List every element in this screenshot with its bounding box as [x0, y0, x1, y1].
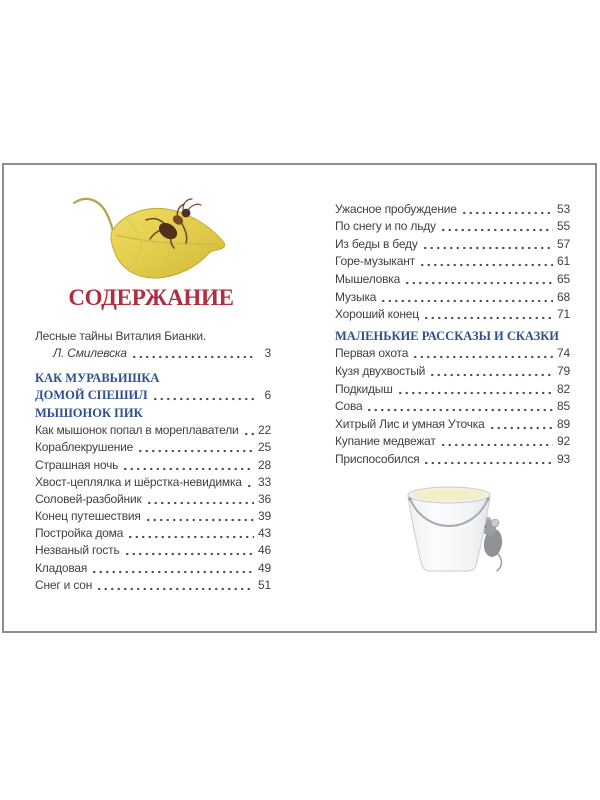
- dot-leader: [91, 564, 254, 576]
- toc-entry-page: 33: [258, 474, 271, 489]
- toc-entry: [335, 199, 570, 217]
- toc-entry-page: 3: [264, 346, 271, 361]
- toc-entry-page: 6: [264, 387, 271, 402]
- toc-entry: [35, 524, 271, 541]
- dot-leader: [152, 391, 254, 403]
- mouse-tail: [497, 553, 502, 571]
- toc-entry-page: 68: [557, 289, 570, 304]
- toc-entry-title: Незваный гость: [35, 543, 120, 558]
- dot-leader: [423, 455, 553, 467]
- toc-entry-title: Хороший конец: [335, 307, 419, 322]
- dot-leader: [397, 385, 553, 397]
- dot-leader: [380, 293, 553, 305]
- toc-entry: [335, 361, 570, 379]
- toc-entry-title: Мышеловка: [335, 271, 401, 286]
- toc-entry: [35, 344, 271, 361]
- toc-entry-title: Как мышонок попал в мореплаватели: [35, 423, 239, 438]
- toc-entry-title: Первая охота: [335, 346, 409, 361]
- bucket-interior: [413, 489, 485, 501]
- toc-entry-page: 43: [258, 526, 271, 541]
- toc-entry: [335, 397, 570, 415]
- toc-entry-page: 51: [258, 577, 271, 592]
- dot-leader: [137, 443, 254, 455]
- toc-entry-page: 28: [258, 457, 271, 472]
- toc-entry: [35, 438, 271, 455]
- toc-entry: [35, 455, 271, 472]
- toc-entry-page: 55: [557, 219, 570, 234]
- toc-entry-page: 49: [258, 560, 271, 575]
- toc-entry-title: Постройка дома: [35, 526, 124, 541]
- toc-entry: [335, 252, 570, 270]
- book-page-frame: [2, 163, 597, 633]
- toc-entry: [335, 379, 570, 397]
- toc-section-heading-line1: КАК МУРАВЬИШКА: [35, 370, 160, 385]
- toc-entry-page: 93: [557, 451, 570, 466]
- toc-entry: [35, 473, 271, 490]
- toc-entry: [35, 327, 271, 344]
- toc-entry-page: 89: [557, 416, 570, 431]
- toc-entry-title: Хитрый Лис и умная Уточка: [335, 416, 485, 431]
- toc-entry-page: 22: [258, 423, 271, 438]
- dot-leader: [423, 310, 553, 322]
- toc-entry: [335, 287, 570, 305]
- toc-section-heading: [35, 368, 271, 385]
- dot-leader: [243, 426, 254, 438]
- toc-entry: [35, 576, 271, 593]
- toc-intro-block: [35, 327, 271, 361]
- toc-entry: [335, 305, 570, 323]
- leaf-with-ant-illustration: [70, 193, 234, 289]
- contents-title: СОДЕРЖАНИЕ: [68, 285, 234, 310]
- dot-leader: [127, 529, 254, 541]
- toc-entry-title: Страшная ночь: [35, 457, 119, 472]
- toc-entry-title: Кораблекрушение: [35, 440, 134, 455]
- toc-right-column: [335, 199, 570, 467]
- toc-entry-title: Горе-музыкант: [335, 254, 415, 269]
- toc-entry-title: Соловей-разбойник: [35, 491, 142, 506]
- toc-entry-page: 82: [557, 381, 570, 396]
- dot-leader: [131, 349, 254, 361]
- toc-entry-page: 61: [557, 254, 570, 269]
- toc-entry-page: 79: [557, 363, 570, 378]
- toc-section-heading: [35, 386, 271, 403]
- dot-leader: [440, 437, 553, 449]
- toc-entry: [335, 344, 570, 362]
- toc-entry: [35, 490, 271, 507]
- toc-entry: [335, 414, 570, 432]
- dot-leader: [404, 275, 553, 287]
- bucket-with-mouse-illustration: [404, 483, 506, 577]
- toc-entry-author: Л. Смилевска: [53, 346, 127, 361]
- toc-entry: [35, 507, 271, 524]
- toc-entry-title: Приспособился: [335, 451, 420, 466]
- toc-entry: [35, 421, 271, 438]
- toc-entry-page: 85: [557, 399, 570, 414]
- toc-entry-page: 36: [258, 491, 271, 506]
- toc-entry-title: Ужасное пробуждение: [335, 201, 457, 216]
- dot-leader: [429, 367, 553, 379]
- toc-entry-page: 65: [557, 271, 570, 286]
- toc-entry-title: Снег и сон: [35, 577, 93, 592]
- toc-entry: [35, 541, 271, 558]
- toc-entry-title: Кладовая: [35, 560, 88, 575]
- toc-entry: [335, 217, 570, 235]
- toc-entry: [335, 234, 570, 252]
- toc-entry-title: Кузя двухвостый: [335, 363, 426, 378]
- toc-entry: [335, 449, 570, 467]
- dot-leader: [489, 420, 553, 432]
- toc-left-column: [35, 327, 271, 593]
- toc-entry-title: Купание медвежат: [335, 434, 436, 449]
- bucket-body: [408, 496, 490, 571]
- toc-section-heading-text: МЫШОНОК ПИК: [35, 405, 143, 420]
- toc-entry-title: Подкидыш: [335, 381, 393, 396]
- toc-entry-page: 53: [557, 201, 570, 216]
- dot-leader: [412, 349, 553, 361]
- dot-leader: [146, 495, 254, 507]
- dot-leader: [422, 240, 553, 252]
- toc-entry-page: 74: [557, 346, 570, 361]
- toc-section-heading-line2: ДОМОЙ СПЕШИЛ: [35, 387, 148, 402]
- dot-leader: [96, 581, 254, 593]
- dot-leader: [440, 222, 553, 234]
- dot-leader: [461, 205, 553, 217]
- toc-entry-title: Музыка: [335, 289, 377, 304]
- toc-entry: [335, 432, 570, 450]
- toc-entry-page: 57: [557, 236, 570, 251]
- toc-entry-title: Конец путешествия: [35, 509, 141, 524]
- dot-leader: [419, 257, 553, 269]
- toc-entry-page: 92: [557, 434, 570, 449]
- toc-entry-title: Из беды в беду: [335, 236, 418, 251]
- dot-leader: [124, 546, 254, 558]
- toc-entry: [335, 269, 570, 287]
- toc-section-heading-block: [35, 368, 271, 402]
- toc-entry-title: Лесные тайны Виталия Бианки.: [35, 329, 206, 344]
- toc-section-heading: [335, 326, 570, 344]
- toc-entry-title: Хвост-цеплялка и шёрстка-невидимка: [35, 474, 242, 489]
- toc-entry-page: 39: [258, 509, 271, 524]
- dot-leader: [246, 478, 254, 490]
- toc-entry: [35, 558, 271, 575]
- toc-entry-title: Сова: [335, 399, 363, 414]
- toc-entry-page: 25: [258, 440, 271, 455]
- toc-entry-title: По снегу и по льду: [335, 219, 436, 234]
- dot-leader: [145, 512, 254, 524]
- toc-section-heading: [35, 404, 271, 421]
- toc-entry-page: 46: [258, 543, 271, 558]
- leaf-stem: [74, 199, 113, 231]
- dot-leader: [366, 402, 553, 414]
- toc-section-heading-text: МАЛЕНЬКИЕ РАССКАЗЫ И СКАЗКИ: [335, 328, 560, 343]
- dot-leader: [122, 461, 254, 473]
- toc-entry-page: 71: [557, 307, 570, 322]
